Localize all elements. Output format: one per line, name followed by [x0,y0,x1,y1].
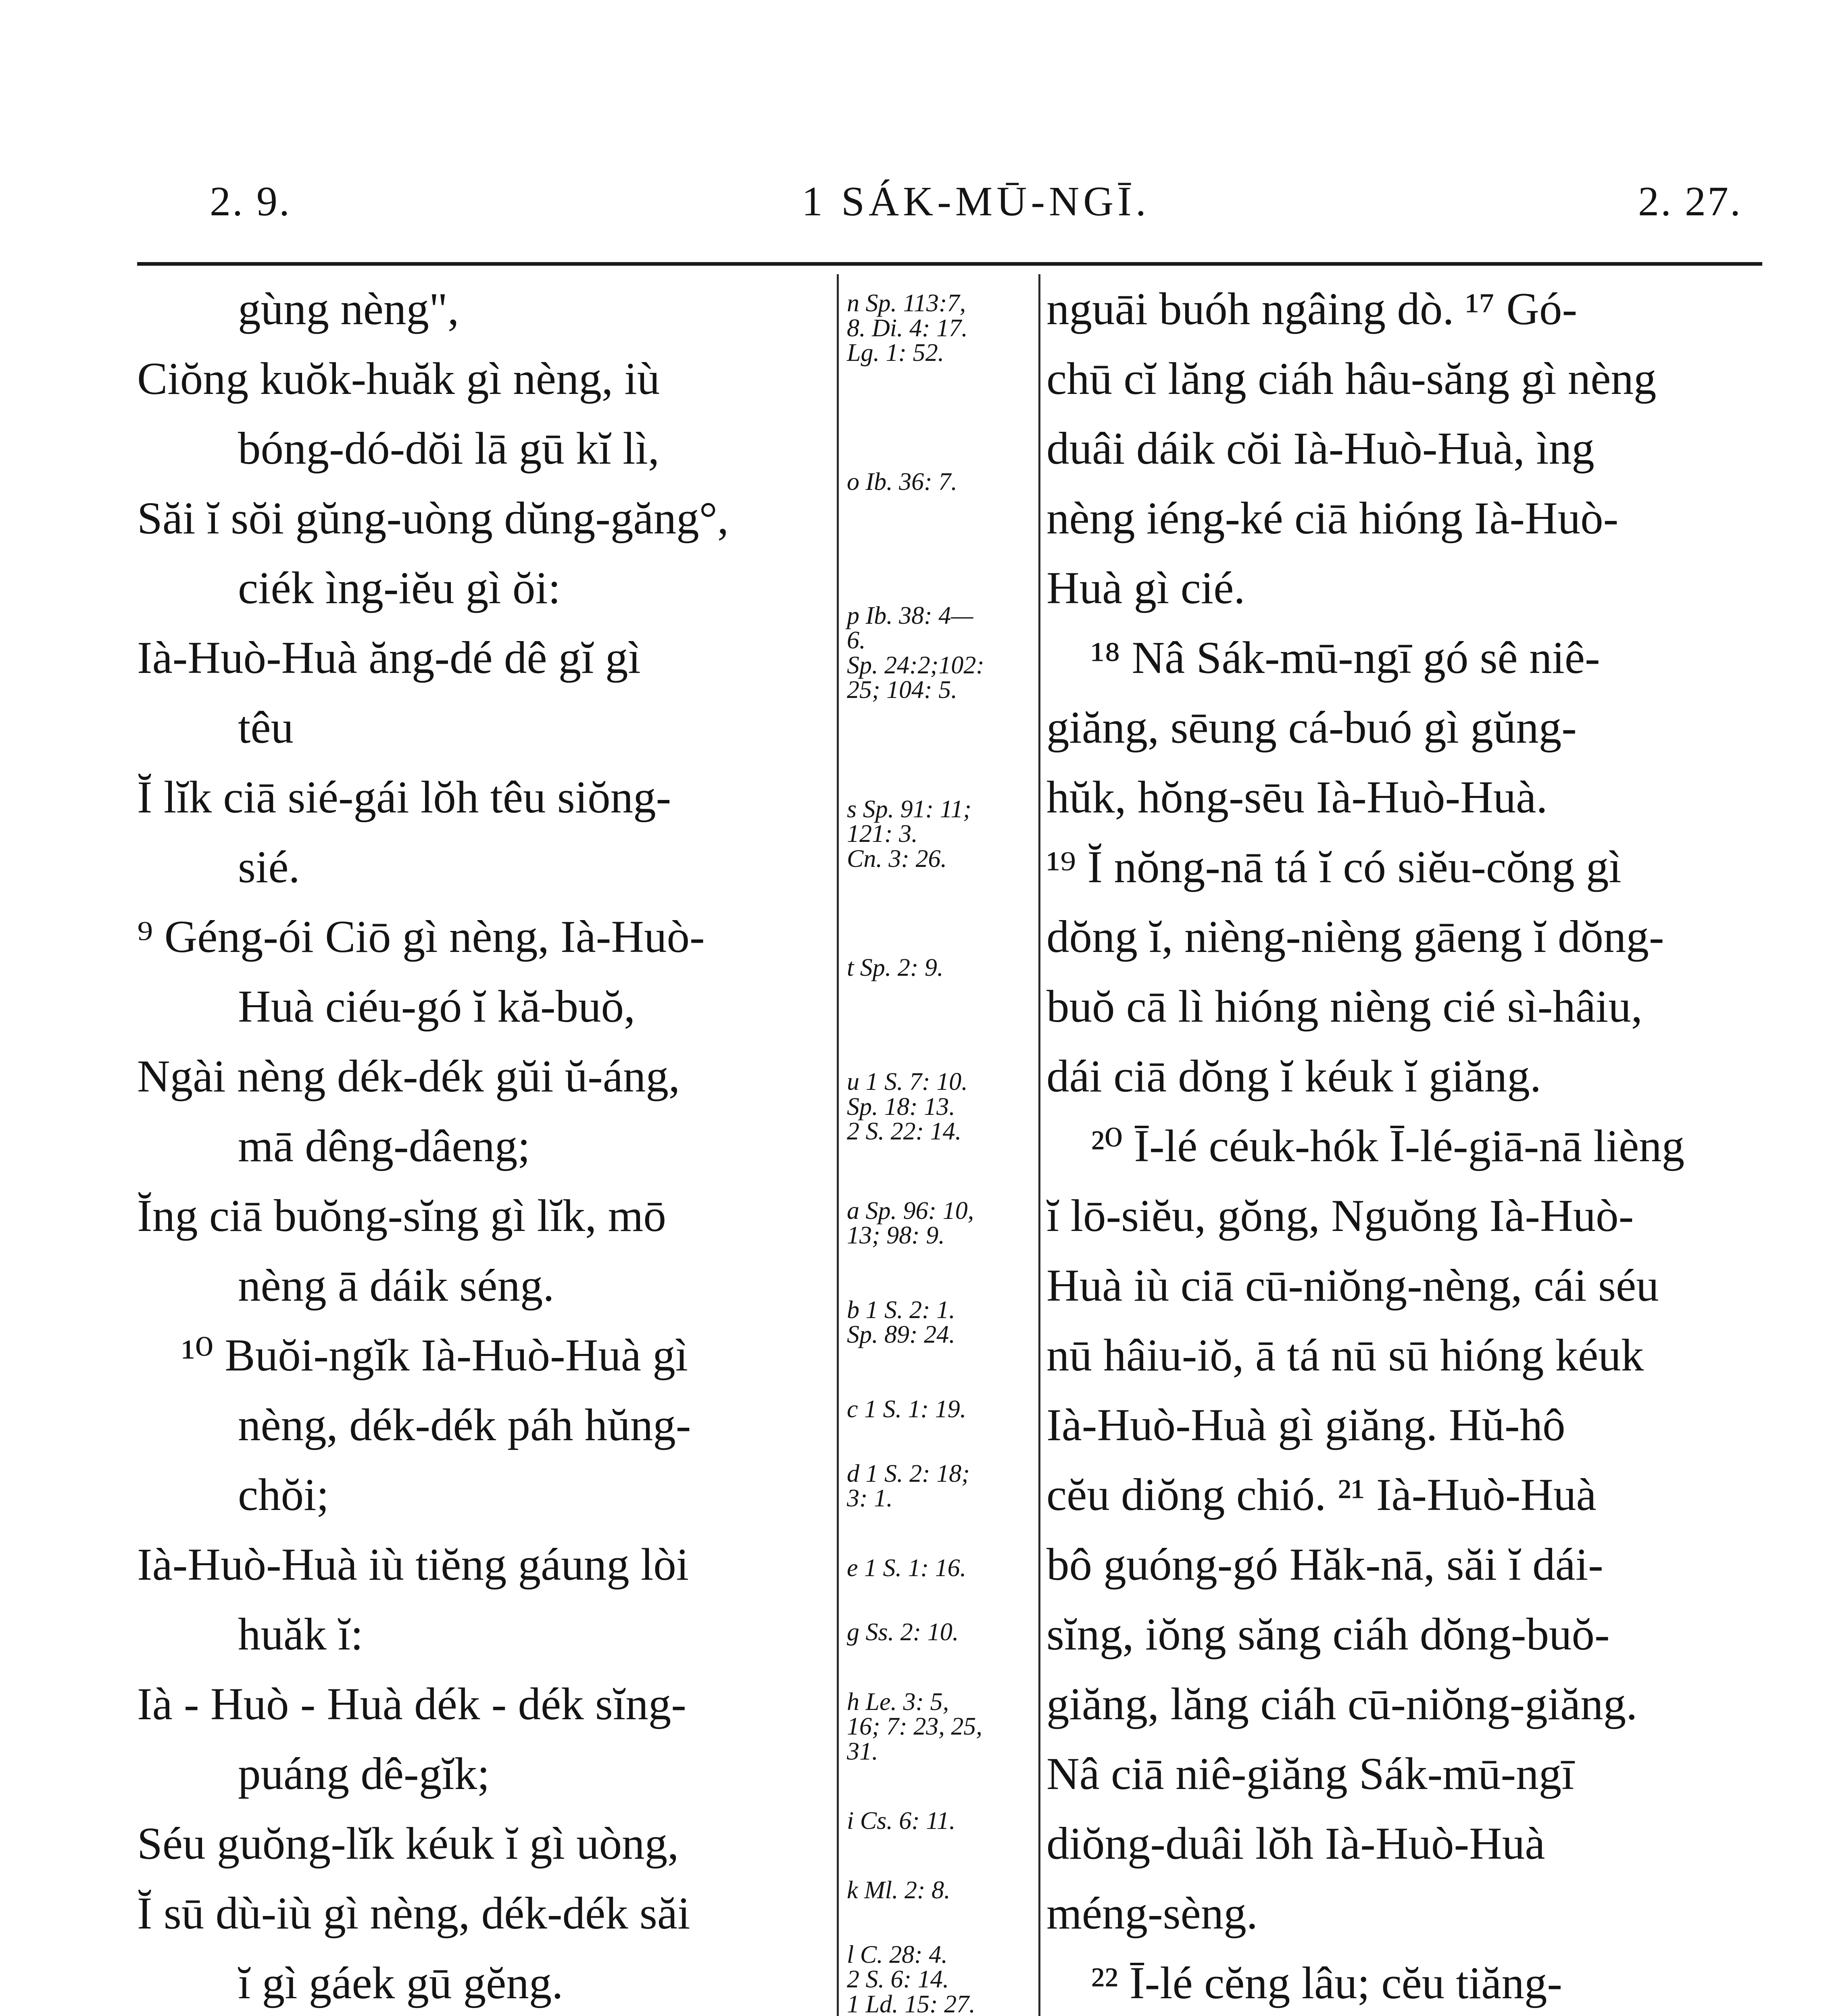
text-line: dái ciā dŏng ĭ kéuk ĭ giăng. [1046,1051,1541,1102]
header-right-ref: 2. 27. [1638,178,1742,225]
text-line: Ià-Huò-Huà gì giăng. Hŭ-hô [1046,1400,1565,1450]
text-line: nguāi buóh ngâing dò. ¹⁷ Gó- [1046,284,1578,334]
cross-reference: t Sp. 2: 9. [847,954,944,982]
cross-reference: p Ib. 38: 4— [847,602,973,629]
cross-reference: Sp. 18: 13. [847,1093,955,1120]
right-text-column [1046,274,1762,2016]
text-line: Ĭ lĭk ciā sié-gái lŏh têu siŏng- [137,772,671,823]
text-line: huăk ĭ: [238,1609,363,1660]
text-line: Ĭ sū dù-iù gì nèng, dék-dék săi [137,1888,690,1939]
text-line: ¹⁸ Nâ Sák-mū-ngī gó sê niê- [1091,633,1600,683]
cross-reference: c 1 S. 1: 19. [847,1395,967,1423]
column-divider-right [1038,274,1040,2016]
cross-reference: 31. [847,1737,878,1765]
text-line: Huà ciéu-gó ĭ kă-buŏ, [238,981,636,1032]
text-line: hŭk, hŏng-sēu Ià-Huò-Huà. [1046,772,1548,823]
left-text-column [137,274,835,2016]
text-line: Ĭng ciā buŏng-sĭng gì lĭk, mō [137,1191,666,1241]
text-line: chū cĭ lăng ciáh hâu-săng gì nèng [1046,354,1657,404]
cross-reference: n Sp. 113:7, [847,289,966,317]
text-line: ciék ìng-iĕu gì ŏi: [238,563,561,613]
text-line: nèng iéng-ké ciā hióng Ià-Huò- [1046,493,1619,544]
text-line: ĭ gì gáek gū gĕng. [238,1958,563,2008]
cross-reference: o Ib. 36: 7. [847,468,957,496]
text-line: ĭ lō-siĕu, gŏng, Nguŏng Ià-Huò- [1046,1191,1634,1241]
text-line: ¹⁹ Ĭ nŏng-nā tá ĭ có siĕu-cŏng gì [1046,842,1622,892]
text-line: sié. [238,842,300,892]
cross-reference: g Ss. 2: 10. [847,1618,959,1646]
text-line: méng-sèng. [1046,1888,1258,1939]
text-line: duâi dáik cŏi Ià-Huò-Huà, ìng [1046,423,1595,474]
cross-reference: Cn. 3: 26. [847,845,947,873]
text-line: têu [238,702,294,753]
text-line: Nâ ciā niê-giăng Sák-mū-ngī [1046,1749,1574,1799]
text-line: bóng-dó-dŏi lā gū kĭ lì, [238,423,660,474]
cross-reference: e 1 S. 1: 16. [847,1554,967,1582]
cross-reference: d 1 S. 2: 18; [847,1460,970,1487]
header-rule [137,262,1762,266]
column-divider-left [837,274,839,2016]
cross-reference: l C. 28: 4. [847,1941,948,1968]
cross-reference: 25; 104: 5. [847,676,957,704]
text-line: giăng, lăng ciáh cū-niŏng-giăng. [1046,1679,1638,1729]
text-line: puáng dê-gĭk; [238,1749,490,1799]
cross-reference: 1 Ld. 15: 27. [847,1990,975,2016]
text-line: ²⁰ Ī-lé céuk-hók Ī-lé-giā-nā lièng [1091,1121,1685,1171]
cross-reference: u 1 S. 7: 10. [847,1068,968,1096]
cross-reference: s Sp. 91: 11; [847,795,971,823]
cross-reference: Lg. 1: 52. [847,339,944,367]
text-line: Săi ĭ sŏi gŭng-uòng dŭng-găng°, [137,493,729,544]
cross-reference: 8. Di. 4: 17. [847,314,968,342]
text-line: nèng ā dáik séng. [238,1260,554,1311]
header-book-title: 1 SÁK-MŪ-NGĪ. [802,178,1150,225]
cross-reference: 2 S. 22: 14. [847,1118,962,1145]
cross-reference: 121: 3. [847,820,918,848]
cross-reference: k Ml. 2: 8. [847,1876,950,1904]
cross-reference: 16; 7: 23, 25, [847,1713,982,1741]
text-line: giăng, sēung cá-buó gì gŭng- [1046,702,1577,753]
text-line: ⁹ Géng-ói Ciō gì nèng, Ià-Huò- [137,912,705,962]
text-line: Huà iù ciā cū-niŏng-nèng, cái séu [1046,1260,1659,1311]
cross-reference: 2 S. 6: 14. [847,1966,949,1993]
cross-reference: 3: 1. [847,1485,893,1512]
cross-reference: i Cs. 6: 11. [847,1807,956,1835]
text-line: Huà gì cié. [1046,563,1245,613]
header-left-ref: 2. 9. [210,178,291,225]
text-line: Ià - Huò - Huà dék - dék sĭng- [137,1679,686,1729]
cross-reference: 6. [847,627,866,654]
text-line: Ngài nèng dék-dék gŭi ŭ-áng, [137,1051,680,1102]
cross-reference: h Le. 3: 5, [847,1688,949,1716]
text-line: Ià-Huò-Huà iù tiĕng gáung lòi [137,1539,689,1590]
text-line: ²² Ī-lé cĕng lâu; cĕu tiăng- [1091,1958,1562,2008]
cross-reference: Sp. 24:2;102: [847,651,984,679]
cross-reference: Sp. 89: 24. [847,1321,955,1349]
text-line: chŏi; [238,1470,329,1520]
text-line: cĕu diŏng chió. ²¹ Ià-Huò-Huà [1046,1470,1597,1520]
text-line: gùng nèng", [238,284,459,334]
text-line: nū hâiu-iŏ, ā tá nū sū hióng kéuk [1046,1330,1644,1381]
text-line: Séu guŏng-lĭk kéuk ĭ gì uòng, [137,1818,679,1869]
cross-reference: b 1 S. 2: 1. [847,1296,955,1324]
cross-reference: a Sp. 96: 10, [847,1197,974,1225]
text-line: buŏ cā lì hióng nièng cié sì-hâiu, [1046,981,1643,1032]
text-line: diŏng-duâi lŏh Ià-Huò-Huà [1046,1818,1545,1869]
text-line: Ià-Huò-Huà ăng-dé dê gĭ gì [137,633,641,683]
text-line: sĭng, iŏng săng ciáh dŏng-buŏ- [1046,1609,1610,1660]
text-line: ¹⁰ Buŏi-ngĭk Ià-Huò-Huà gì [181,1330,688,1381]
text-line: mā dêng-dâeng; [238,1121,530,1171]
text-line: Ciŏng kuŏk-huăk gì nèng, iù [137,354,660,404]
running-header [210,177,1742,250]
text-line: dŏng ĭ, nièng-nièng gāeng ĭ dŏng- [1046,912,1664,962]
cross-reference: 13; 98: 9. [847,1222,945,1250]
text-line: bô guóng-gó Hăk-nā, săi ĭ dái- [1046,1539,1603,1590]
text-line: nèng, dék-dék páh hŭng- [238,1400,691,1450]
